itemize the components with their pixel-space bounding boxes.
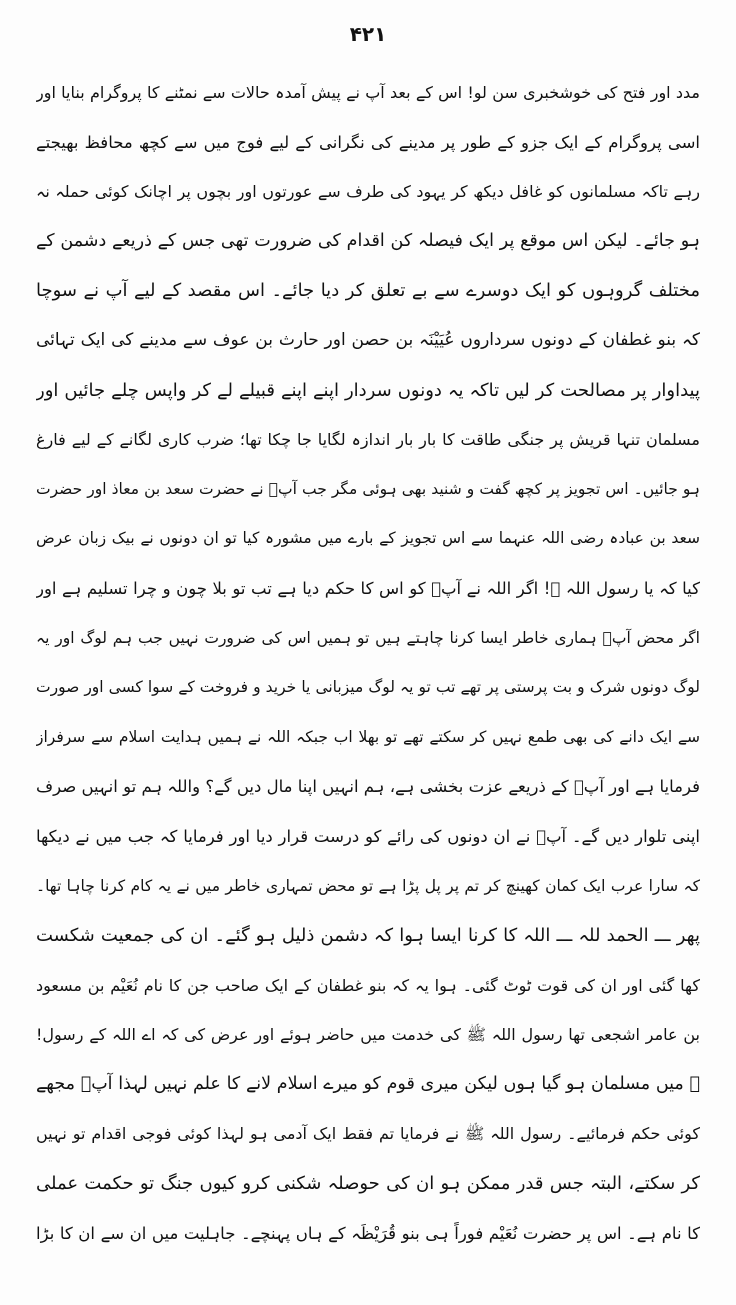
- text-line: اگر محض آپؐ ہماری خاطر ایسا کرنا چاہتے ہیں تو ہمیں اس کی ضرورت نہیں جب ہم لوگ اور یہ: [36, 628, 700, 647]
- text-line: ہو جائے۔ لیکن اس موقع پر ایک فیصلہ کن اقدام کی ضرورت تھی جس کے ذریعے دشمن کے: [36, 230, 700, 251]
- text-line: ہو جائیں۔ اس تجویز پر کچھ گفت و شنید بھی ہوئی مگر جب آپؐ نے حضرت سعد بن معاذ اور حضرت: [36, 479, 700, 498]
- text-line: مسلمان تنہا قریش پر جنگی طاقت کا بار بار اندازہ لگایا جا چکا تھا؛ ضرب کاری لگانے کے لیے فارغ: [36, 430, 700, 450]
- text-line: سے ایک دانے کی بھی طمع نہیں کر سکتے تھے تو بھلا اب جبکہ اللہ نے ہمیں ہدایت اسلام سے سرفراز: [36, 727, 700, 746]
- text-line: مدد اور فتح کی خوشخبری سن لو! اس کے بعد آپ نے پیش آمدہ حالات سے نمٹنے کا پروگرام بنایا اور: [36, 83, 700, 102]
- page-body-text: [36, 68, 700, 1258]
- text-line: فرمایا ہے اور آپؐ کے ذریعے عزت بخشی ہے، ہم انہیں اپنا مال دیں گے؟ واللہ ہم تو انہیں صرف: [36, 777, 700, 797]
- text-line: اپنی تلوار دیں گے۔ آپؐ نے ان دونوں کی رائے کو درست قرار دیا اور فرمایا کہ جب میں نے دیکھا: [36, 826, 700, 846]
- text-line: کیا کہ یا رسول اللہ ﷺ! اگر اللہ نے آپؐ کو اس کا حکم دیا ہے تب تو بلا چون و چرا تسلیم ہے اور: [36, 578, 700, 598]
- text-line: کہ بنو غطفان کے دونوں سرداروں عُیَیْنَہ بن حصن اور حارث بن عوف سے مدینے کی ایک تہائی: [36, 329, 700, 350]
- text-line: پیداوار پر مصالحت کر لیں تاکہ یہ دونوں سردار اپنے اپنے قبیلے لے کر واپس چلے جائیں اور: [36, 379, 700, 401]
- page-number: ۴۲۱: [349, 22, 387, 46]
- text-line: کا نام ہے۔ اس پر حضرت نُعَیْم فوراً ہی بنو قُرَیْظَہ کے ہاں پہنچے۔ جاہلیت میں ان سے ان کا بڑا: [36, 1223, 700, 1243]
- text-line: بن عامر اشجعی تھا رسول اللہ ﷺ کی خدمت میں حاضر ہوئے اور عرض کی کہ اے اللہ کے رسول!: [36, 1025, 700, 1045]
- text-line: کھا گئی اور ان کی قوت ٹوٹ گئی۔ ہوا یہ کہ بنو غطفان کے ایک صاحب جن کا نام نُعَیْم بن مسعود: [36, 975, 700, 995]
- text-line: ﷺ میں مسلمان ہو گیا ہوں لیکن میری قوم کو میرے اسلام لانے کا علم نہیں لہذا آپؐ مجھے: [36, 1073, 700, 1094]
- text-line: رہے تاکہ مسلمانوں کو غافل دیکھ کر یہود کی طرف سے عورتوں اور بچوں پر اچانک کوئی حملہ نہ: [36, 182, 700, 202]
- text-line: کر سکتے، البتہ جس قدر ممکن ہو ان کی حوصلہ شکنی کرو کیوں جنگ تو حکمت عملی: [36, 1173, 700, 1195]
- text-line: کوئی حکم فرمائیے۔ رسول اللہ ﷺ نے فرمایا تم فقط ایک آدمی ہو لہذا کوئی فوجی اقدام تو نہیں: [36, 1124, 700, 1144]
- text-line: سعد بن عبادہ رضی اللہ عنہما سے اس تجویز کے بارے میں مشورہ کیا تو ان دونوں نے بیک زبان عرض: [36, 529, 700, 548]
- text-line: کہ سارا عرب ایک کمان کھینچ کر تم پر پل پڑا ہے تو محض تمہاری خاطر میں نے یہ کام کرنا چاہا تھا۔: [36, 876, 700, 895]
- text-line: مختلف گروہوں کو ایک دوسرے سے بے تعلق کر دیا جائے۔ اس مقصد کے لیے آپ نے سوچا: [36, 280, 700, 302]
- text-line: لوگ دونوں شرک و بت پرستی پر تھے تب تو یہ لوگ میزبانی یا خرید و فروخت کے سوا کسی اور صورت: [36, 678, 700, 697]
- text-line: پھر ـــ الحمد للہ ـــ اللہ کا کرنا ایسا ہوا کہ دشمن ذلیل ہو گئے۔ ان کی جمعیت شکست: [36, 925, 700, 947]
- text-line: اسی پروگرام کے ایک جزو کے طور پر مدینے کی نگرانی کے لیے فوج میں سے کچھ محافظ بھیجتے: [36, 132, 700, 152]
